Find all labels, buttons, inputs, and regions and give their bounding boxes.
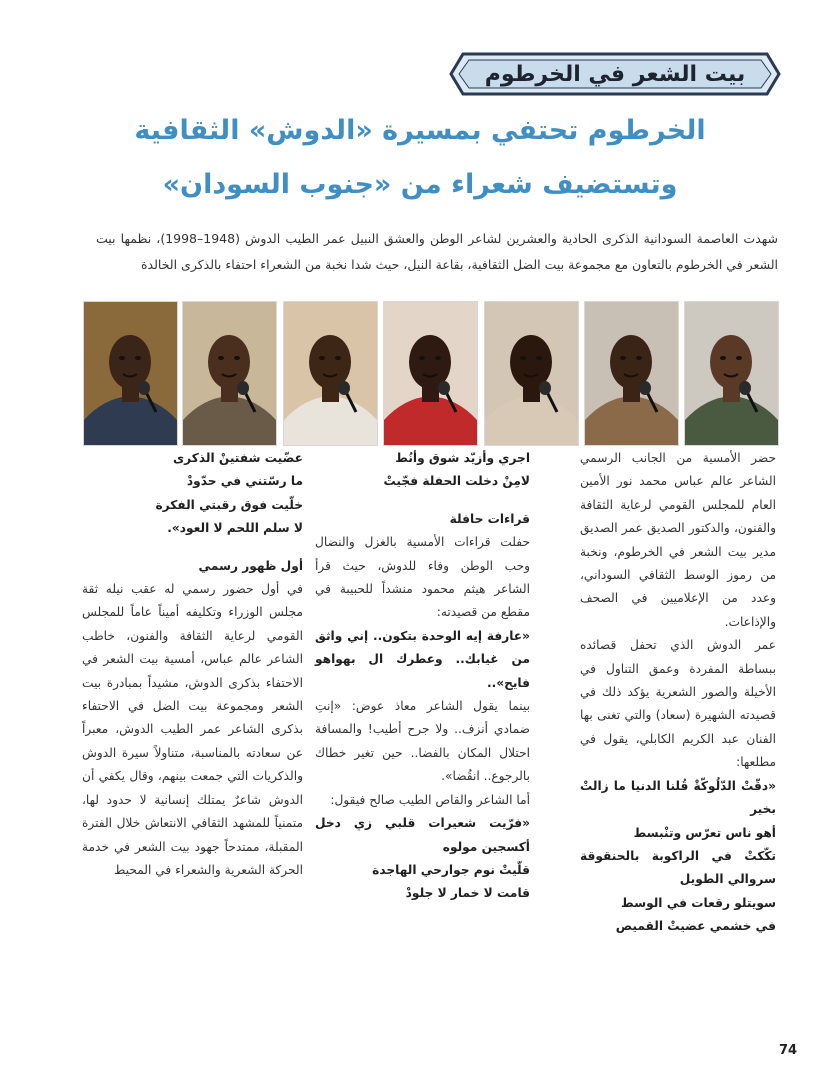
verse-line: في خشمي عضيتْ القميص — [615, 919, 776, 934]
portrait-image — [284, 302, 377, 445]
section-banner — [443, 50, 787, 98]
verse-line: قلّيتْ نوم جوارحي الهاجدة — [372, 862, 530, 877]
verse-line: اجري وأزيّد شوق وأنُط — [395, 451, 530, 465]
intro-paragraph: شهدت العاصمة السودانية الذكرى الحادية والعشرين لشاعر الوطن والعشق النبيل عمر الطيب الدوش (1948–1998)، نظمها بيت الشعر في الخرطوم بالتعاون مع مجموعة بيت الضل الثقافية، بقاعة النيل، حيث شدا نخبة من الشعراء احتفاء بالذكرى الخالدة — [96, 231, 778, 272]
verse-line: أهو ناس تعرّس وتنْبسط — [633, 825, 776, 840]
poet-photo-4 — [383, 301, 478, 446]
paragraph: حضر الأمسية من الجانب الرسمي الشاعر عالم عباس محمد نور الأمين العام للمجلس القومي لرعاية الثقافة والفنون، والدكتور الصديق عمر الصديق مدير بيت الشعر في الخرطوم، ونخبة من رموز الوسط الثقافي السوداني، وعدد من الإعلاميين في الصحف والإذاعات. — [580, 451, 776, 629]
paragraph: في أول حضور رسمي له عقب نيله ثقة مجلس الوزراء وتكليفه أميناً عاماً للمجلس القومي لرعاية الثقافة والفنون، خاطب الشاعر عالم عباس، أمسية بيت الشعر في الاحتفاء بذكرى الدوش، مشيداً بمبادرة بيت الشعر ومجموعة بيت الضل في الاحتفاء بذكرى الشاعر عمر الطيب الدوش، معبراً عن سعادته بالمناسبة، متناولاً سيرة الدوش والذكريات التي جمعت بينهم، وقال يكفي أن الدوش شاعرٌ يمتلك إنسانية لا حدود لها، متمنياً للمشهد الثقافي الانتعاش خلال الفترة المقبلة، ممتدحاً جهود بيت الشعر في خدمة الحركة الشعرية والشعراء في المحيط — [82, 582, 303, 877]
verse-line: «فرّيت شعيرات قلبي زي دخل أكسجين مولوه — [315, 816, 530, 854]
paragraph: حفلت قراءات الأمسية بالغزل والنضال وحب الوطن وفاء للدوش، حيث قرأ الشاعر هيثم محمود منشداً للحبيبة في مقطع من قصيدته: — [315, 535, 530, 620]
poet-photo-6 — [584, 301, 679, 446]
poet-photo-2 — [182, 301, 277, 446]
portrait-image — [183, 302, 276, 445]
verse-line: سويتلو رقعات في الوسط — [621, 895, 776, 910]
poet-photo-1 — [83, 301, 178, 446]
column-left — [82, 447, 303, 882]
column-right — [580, 447, 776, 939]
poet-photo-5 — [484, 301, 579, 446]
verse-line: لا سلم اللحم لا العود». — [167, 521, 303, 536]
portrait-image — [384, 302, 477, 445]
portrait-image — [485, 302, 578, 445]
verse-line: لامِنْ دخلت الحفلة فجّيتْ — [383, 474, 530, 489]
poet-photo-7 — [684, 301, 779, 446]
verse-line: عضّيت شفتينْ الذكرى — [172, 451, 303, 465]
section-title: بيت الشعر في الخرطوم — [484, 61, 746, 87]
subheading: قراءات حافلة — [449, 511, 530, 526]
verse-line: ما رسّتني في حدّودْ — [186, 474, 303, 489]
verse-line: خلّيت فوق رقبتي الفكرة — [155, 497, 303, 512]
portrait-image — [84, 302, 177, 445]
page-number: 74 — [779, 1043, 798, 1058]
column-middle — [315, 447, 530, 906]
headline-line-1: الخرطوم تحتفي بمسيرة «الدوش» الثقافية — [134, 115, 706, 146]
poet-photo-3 — [283, 301, 378, 446]
verse-line: «دقّتْ الدّلُوكّةْ قُلنا الدنيا ما زالتْ بخير — [580, 778, 776, 817]
verse-line: تكّكتْ في الراكوبة بالحنقوقة سروالي الطويل — [580, 848, 776, 887]
paragraph: بينما يقول الشاعر معاذ عوض: «إنتِ ضمادي أنزف.. ولا جرح أطيب! والمسافة احتلال المكان بالفضا.. حين تغير خطاك بالرجوع.. انقُضا». — [315, 699, 530, 784]
portrait-image — [685, 302, 778, 445]
headline-line-2: وتستضيف شعراء من «جنوب السودان» — [162, 169, 678, 200]
verse-line: «عارفة إيه الوحدة بتكون.. إني واثق من غيابك.. وعطرك ال بهواهو فايح».. — [315, 628, 530, 690]
verse-line: قامت لا خمار لا جلودْ — [405, 886, 530, 901]
paragraph: عمر الدوش الذي تحفل قصائده ببساطة المفردة وعمق التناول في الأخيلة والصور الشعرية يؤكد ذلك في قصيدته الشهيرة (سعاد) والتي تغنى بها الفنان عبد الكريم الكابلي، يقول في مطلعها: — [580, 638, 776, 770]
subheading: أول ظهور رسمي — [198, 558, 303, 573]
portrait-image — [585, 302, 678, 445]
paragraph: أما الشاعر والقاص الطيب صالح فيقول: — [330, 792, 530, 807]
